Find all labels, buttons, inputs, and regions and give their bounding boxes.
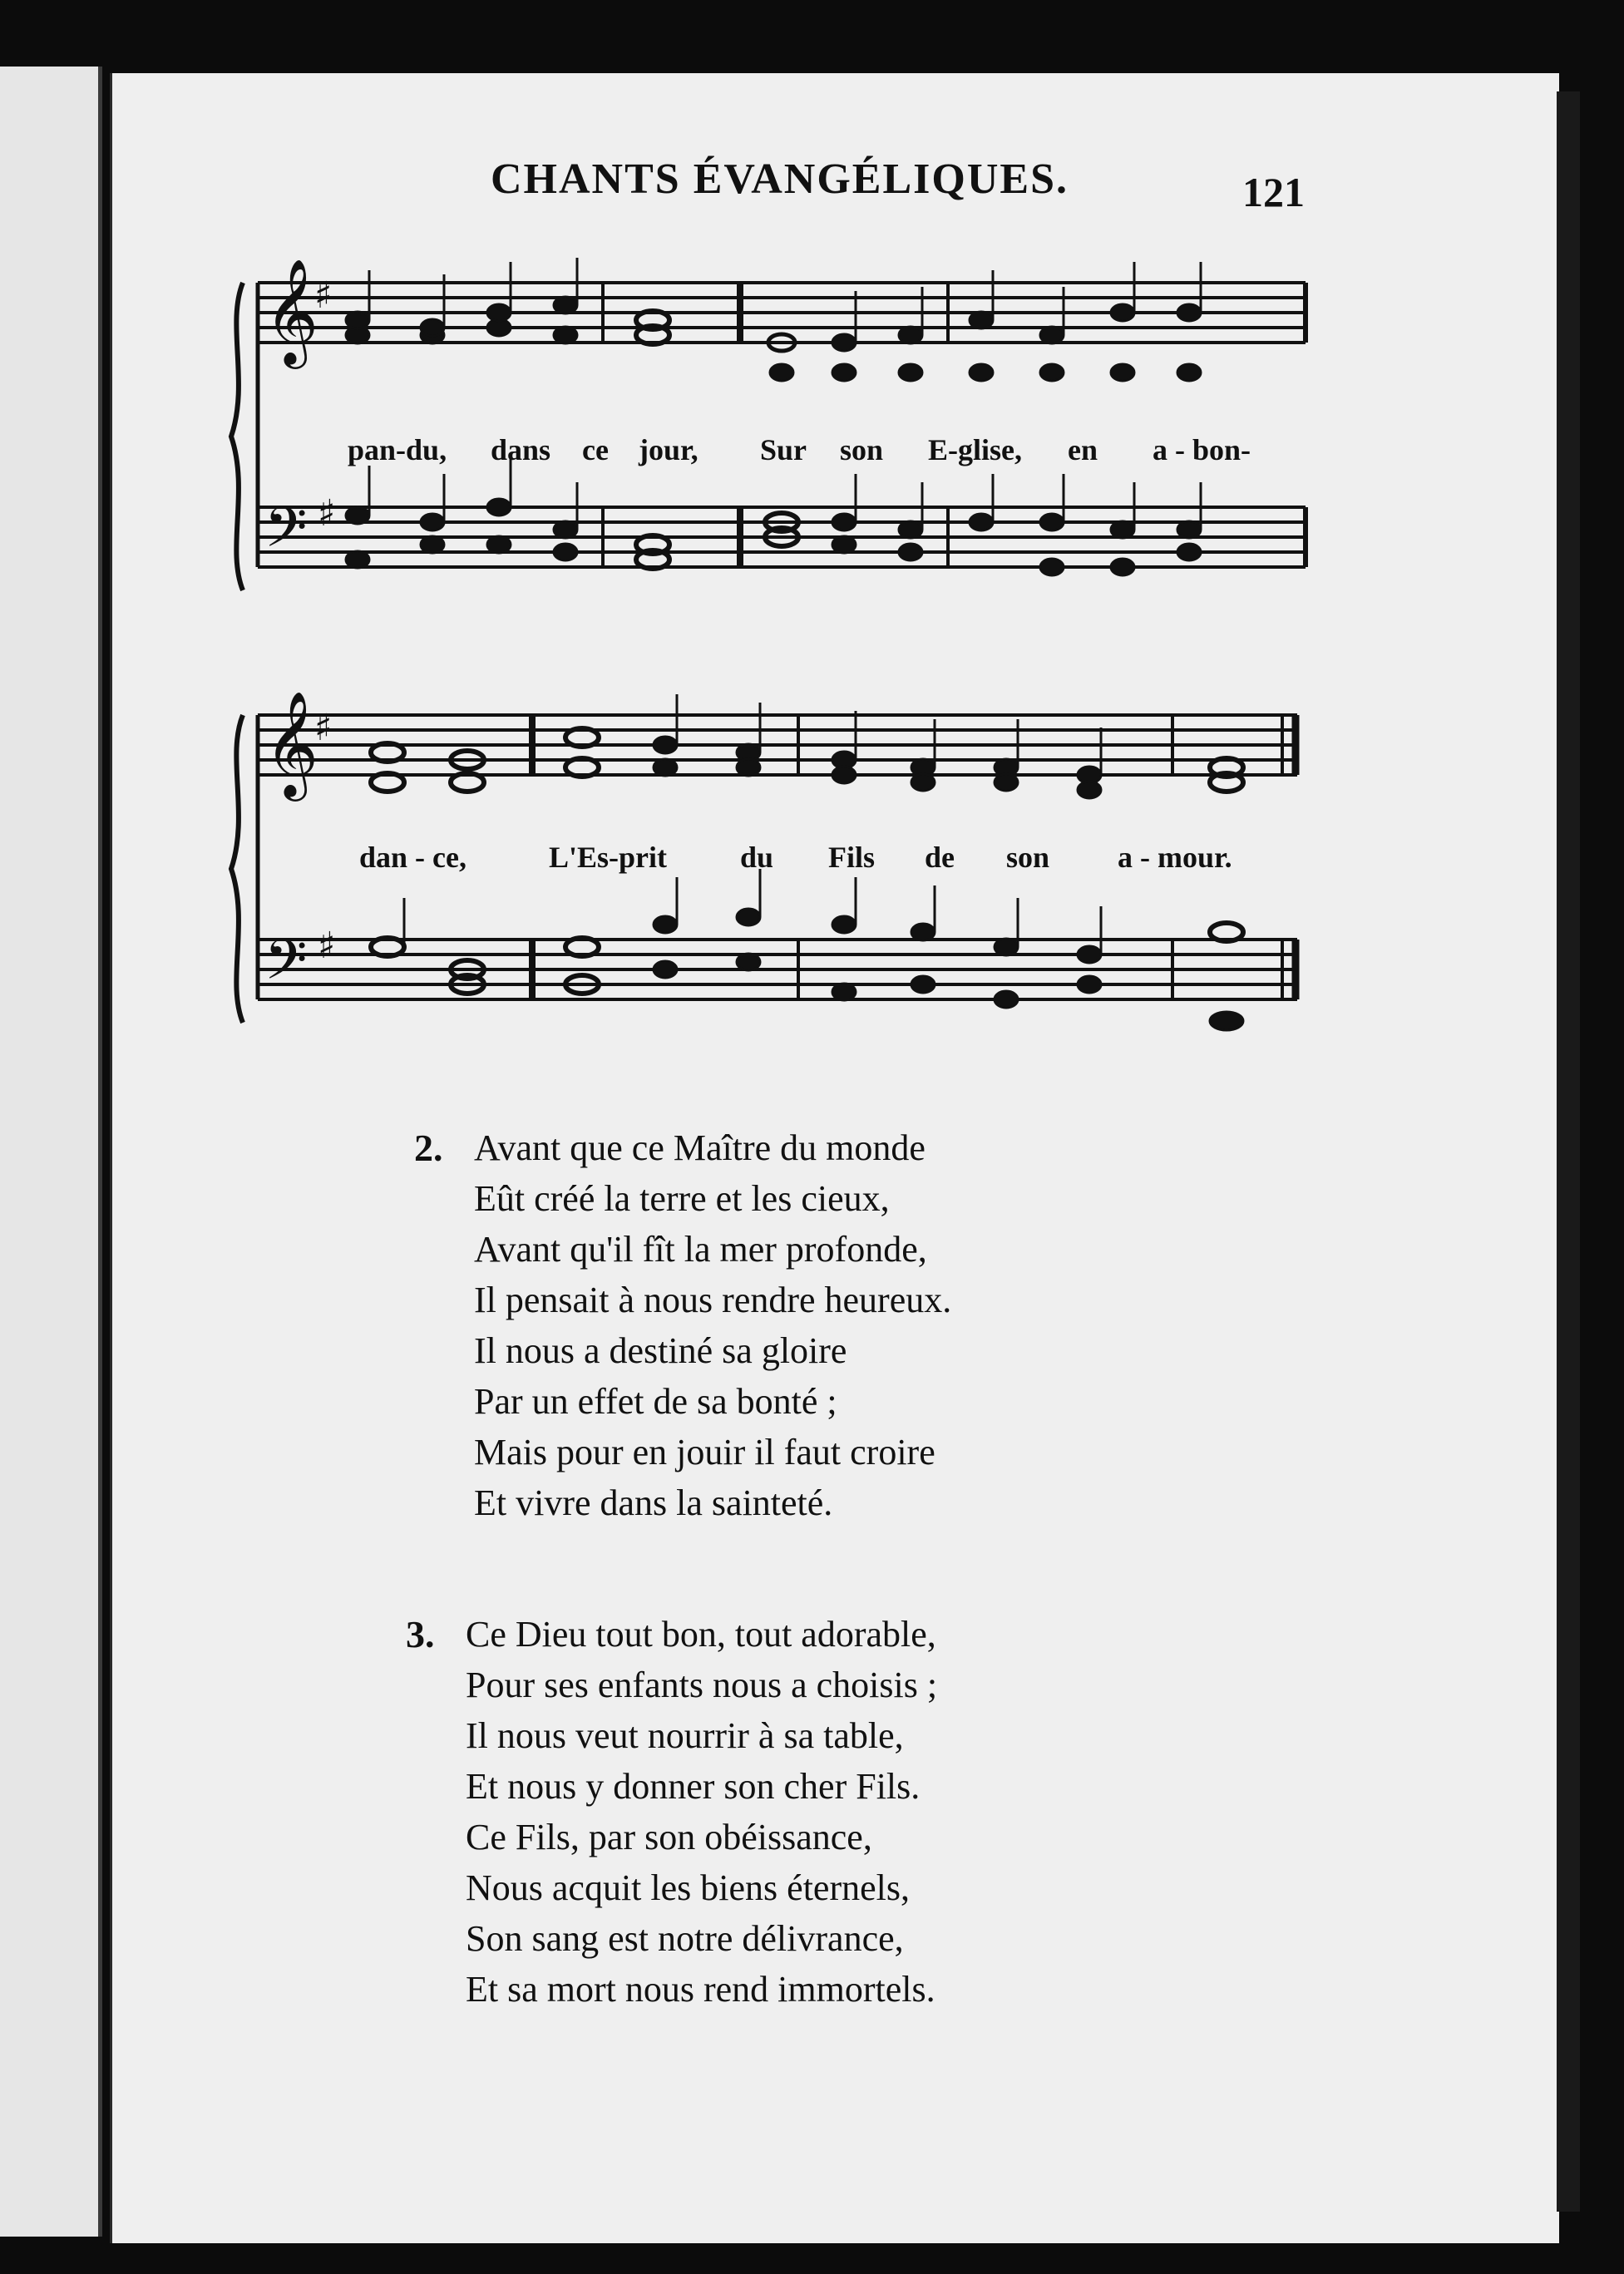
lyric-syllable: de: [925, 841, 955, 874]
lyric-syllable: du: [740, 841, 774, 874]
verse-line: Nous acquit les biens éternels,: [466, 1867, 910, 1908]
verse-line: Avant que ce Maître du monde: [474, 1127, 926, 1168]
verse-line: Il nous veut nourrir à sa table,: [466, 1715, 904, 1756]
verse-line: Et nous y donner son cher Fils.: [466, 1766, 921, 1807]
svg-text:𝄢: 𝄢: [264, 928, 308, 1005]
lyric-syllable: Fils: [828, 841, 876, 874]
facing-page-edge: [0, 67, 102, 2237]
svg-text:♯: ♯: [314, 707, 333, 749]
verse-line: Il nous a destiné sa gloire: [474, 1330, 847, 1371]
verse-number: 2.: [414, 1127, 443, 1169]
lyric-syllable: a - bon-: [1153, 433, 1251, 466]
verse-2: [414, 1122, 1162, 1528]
lyric-syllable: son: [1006, 841, 1050, 874]
verse-line: Son sang est notre délivrance,: [466, 1918, 904, 1959]
verse-3: [406, 1609, 1154, 2015]
verse-line: Ce Dieu tout bon, tout adorable,: [466, 1614, 936, 1655]
verse-line: Il pensait à nous rendre heureux.: [474, 1280, 952, 1320]
svg-text:𝄞: 𝄞: [264, 258, 319, 364]
lyric-syllable: pan-du,: [348, 433, 447, 466]
lyric-syllable: ce: [582, 433, 609, 466]
svg-text:♯: ♯: [318, 492, 336, 535]
lyric-syllable: jour,: [639, 433, 698, 466]
svg-text:♯: ♯: [314, 274, 333, 317]
svg-text:♯: ♯: [318, 925, 336, 967]
lyric-syllable: Sur: [760, 433, 807, 466]
verse-line: Avant qu'il fît la mer profonde,: [474, 1229, 927, 1270]
page-number: 121: [1242, 169, 1305, 215]
lyric-syllable: E-glise,: [928, 433, 1022, 466]
verse-line: Ce Fils, par son obéissance,: [466, 1817, 872, 1857]
verse-line: Par un effet de sa bonté ;: [474, 1381, 837, 1422]
lyric-syllable: dans: [491, 433, 551, 466]
verse-line: Eût créé la terre et les cieux,: [474, 1178, 890, 1219]
svg-text:𝄞: 𝄞: [264, 690, 319, 797]
verse-line: Et sa mort nous rend immortels.: [466, 1969, 935, 2010]
lyric-syllable: dan - ce,: [359, 841, 466, 874]
verse-line: Pour ses enfants nous a choisis ;: [466, 1665, 938, 1705]
lyric-syllable: son: [840, 433, 884, 466]
running-head-title: CHANTS ÉVANGÉLIQUES.: [491, 155, 1069, 203]
lyric-syllable: L'Es-prit: [549, 841, 668, 874]
verse-line: Mais pour en jouir il faut croire: [474, 1432, 935, 1472]
verse-number: 3.: [406, 1613, 435, 1655]
verse-line: Et vivre dans la sainteté.: [474, 1482, 833, 1523]
lyric-syllable: a - mour.: [1118, 841, 1232, 874]
lyric-syllable: en: [1068, 433, 1098, 466]
svg-text:𝄢: 𝄢: [264, 496, 308, 573]
page-edge-shadow: [1557, 91, 1580, 2212]
